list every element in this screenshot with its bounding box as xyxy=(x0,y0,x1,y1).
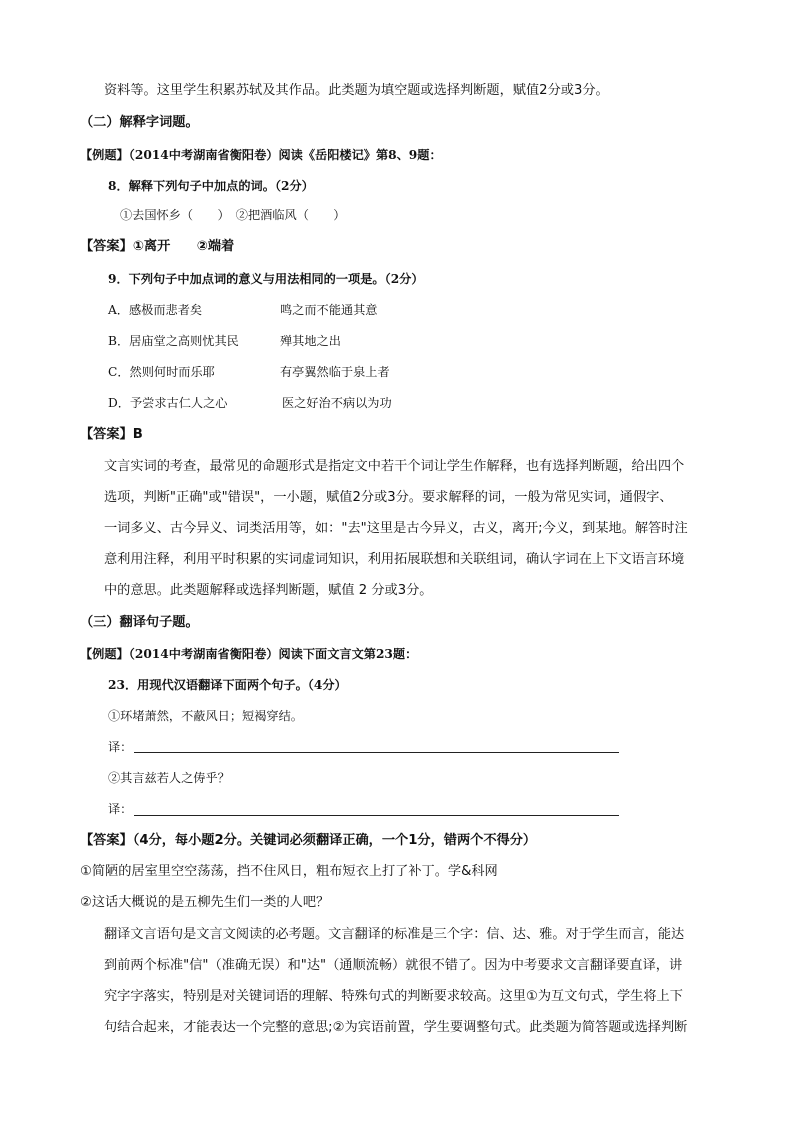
section-3-explain-line-2: 到前两个标准"信"（准确无误）和"达"（通顺流畅）就很不错了。因为中考要求文言翻译要直译，讲 xyxy=(104,958,683,973)
answer-9: 【答案】B xyxy=(80,427,143,442)
answer-8: 【答案】①离开 ②端着 xyxy=(80,239,235,254)
option-d-left: D．予尝求古仁人之心 xyxy=(108,396,228,410)
question-9: 9．下列句子中加点词的意义与用法相同的一项是。（2分） xyxy=(108,272,424,286)
option-b-left: B．居庙堂之高则忧其民 xyxy=(108,334,239,348)
sentence-2: ②其言兹若人之俦乎？ xyxy=(108,771,230,785)
section-2-explain-line-3: 一词多义、古今异义、词类活用等，如："去"这里是古今异义，古义，离开;今义，到某地。解答时注 xyxy=(104,521,688,536)
top-line: 资料等。这里学生积累苏轼及其作品。此类题为填空题或选择判断题，赋值2分或3分。 xyxy=(104,83,609,98)
sentence-1: ①环堵萧然，不蔽风日；短褐穿结。 xyxy=(108,709,303,723)
question-8-items: ①去国怀乡（ ） ②把酒临风（ ） xyxy=(120,208,346,222)
section-3-heading: （三）翻译句子题。 xyxy=(80,615,199,630)
section-2-heading: （二）解释字词题。 xyxy=(80,115,199,130)
option-b-right: 殚其地之出 xyxy=(280,334,341,348)
answer-23: 【答案】（4分，每小题2分。关键词必须翻译正确，一个1分，错两个不得分） xyxy=(80,833,537,848)
section-2-explain-line-5: 中的意思。此类题解释或选择判断题，赋值 2 分或3分。 xyxy=(104,583,433,598)
section-3-explain-line-1: 翻译文言语句是文言文阅读的必考题。文言翻译的标准是三个字：信、达、雅。对于学生而言，能达 xyxy=(104,927,685,942)
option-c-left: C．然则何时而乐耶 xyxy=(108,365,215,379)
answer-23-item-1: ①简陋的居室里空空荡荡，挡不住风日，粗布短衣上打了补丁。学&科网 xyxy=(80,864,498,879)
question-8: 8．解释下列句子中加点的词。（2分） xyxy=(108,179,314,193)
option-c-right: 有亭翼然临于泉上者 xyxy=(280,365,390,379)
answer-23-item-2: ②这话大概说的是五柳先生们一类的人吧？ xyxy=(80,895,330,910)
translation-blank-2[interactable] xyxy=(134,815,619,816)
translation-label-2: 译： xyxy=(108,802,133,816)
section-3-explain-line-3: 究字字落实，特别是对关键词语的理解、特殊句式的判断要求较高。这里①为互文句式，学生将上下 xyxy=(104,989,683,1004)
translation-label-1: 译： xyxy=(108,740,133,754)
translation-blank-1[interactable] xyxy=(134,752,619,753)
question-23: 23．用现代汉语翻译下面两个句子。（4分） xyxy=(108,678,347,692)
section-2-example-label: 【例题】（2014中考湖南省衡阳卷）阅读《岳阳楼记》第8、9题： xyxy=(80,148,442,162)
section-2-explain-line-2: 选项，判断"正确"或"错误"，一小题，赋值2分或3分。要求解释的词，一般为常见实词，通假字、 xyxy=(104,490,673,505)
option-d-right: 医之好治不病以为功 xyxy=(282,396,392,410)
option-a-left: A．感极而悲者矣 xyxy=(108,303,203,317)
section-3-example-label: 【例题】（2014中考湖南省衡阳卷）阅读下面文言文第23题： xyxy=(80,647,418,661)
section-2-explain-line-1: 文言实词的考查，最常见的命题形式是指定文中若干个词让学生作解释，也有选择判断题，给出四个 xyxy=(104,459,685,474)
section-3-explain-line-4: 句结合起来，才能表达一个完整的意思;②为宾语前置，学生要调整句式。此类题为简答题或选择判断 xyxy=(104,1020,688,1035)
option-a-right: 鸣之而不能通其意 xyxy=(280,303,378,317)
section-2-explain-line-4: 意利用注释，利用平时积累的实词虚词知识，利用拓展联想和关联组词，确认字词在上下文语言环境 xyxy=(104,552,685,567)
